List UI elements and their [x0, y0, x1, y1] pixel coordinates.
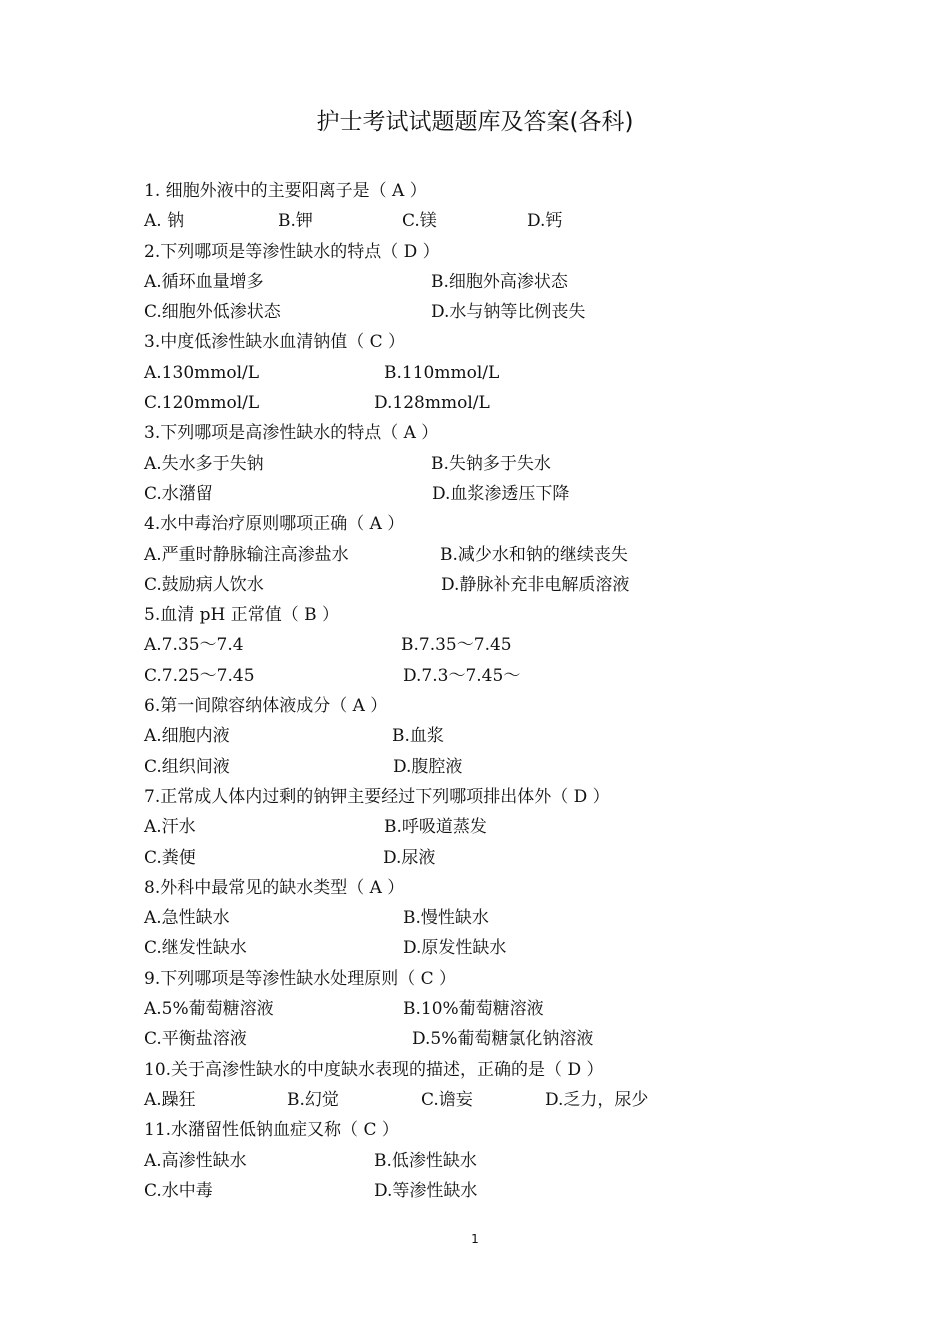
option: C.谵妄 [421, 1089, 473, 1110]
option-row [144, 206, 864, 236]
option: A.躁狂 [144, 1089, 196, 1110]
option: D.等渗性缺水 [374, 1180, 478, 1201]
option: A.失水多于失钠 [144, 453, 264, 474]
question-text: 3.下列哪项是高渗性缺水的特点（ A ） [144, 423, 439, 444]
question-text: 4.水中毒治疗原则哪项正确（ A ） [144, 514, 405, 535]
option-row [144, 297, 864, 327]
question-text: 2.下列哪项是等渗性缺水的特点（ D ） [144, 241, 440, 262]
option: B.110mmol/L [384, 362, 500, 383]
option: B.减少水和钠的继续丧失 [440, 544, 628, 565]
option: A.急性缺水 [144, 908, 230, 929]
option: D.静脉补充非电解质溶液 [441, 574, 630, 595]
option-row [144, 388, 864, 418]
option: D.原发性缺水 [403, 938, 507, 959]
option: C.水中毒 [144, 1180, 213, 1201]
option: A.循环血量增多 [144, 271, 264, 292]
option: B.低渗性缺水 [374, 1150, 477, 1171]
document-title: 护士考试试题题库及答案(各科) [316, 109, 634, 135]
option: C.组织间液 [144, 756, 230, 777]
option-row [144, 358, 864, 388]
option-row [144, 540, 864, 570]
option-row [144, 994, 864, 1024]
option: D.腹腔液 [393, 756, 463, 777]
option: D.水与钠等比例丧失 [431, 302, 586, 323]
option: D.尿液 [383, 847, 436, 868]
option-row [144, 570, 864, 600]
option: D.128mmol/L [374, 393, 490, 414]
option: C.镁 [402, 211, 437, 232]
option-row [144, 267, 864, 297]
option: A.5%葡萄糖溶液 [144, 999, 274, 1020]
option: B.失钠多于失水 [431, 453, 551, 474]
option: C.平衡盐溶液 [144, 1029, 247, 1050]
option-row [144, 479, 864, 509]
question-text: 5.血清 pH 正常值（ B ） [144, 605, 340, 626]
option: C.继发性缺水 [144, 938, 247, 959]
question-text: 7.正常成人体内过剩的钠钾主要经过下列哪项排出体外（ D ） [144, 786, 610, 807]
option: B.幻觉 [287, 1089, 339, 1110]
option: B.慢性缺水 [403, 908, 489, 929]
question-text: 10.关于高渗性缺水的中度缺水表现的描述，正确的是（ D ） [144, 1059, 604, 1080]
question-text: 3.中度低渗性缺水血清钠值（ C ） [144, 332, 406, 353]
option-row [144, 903, 864, 933]
option-row [144, 1146, 864, 1176]
option: C.120mmol/L [144, 393, 260, 414]
option-row [144, 661, 864, 691]
option: D.血浆渗透压下降 [432, 483, 570, 504]
option: C.粪便 [144, 847, 196, 868]
option: C.鼓励病人饮水 [144, 574, 264, 595]
option: B.钾 [278, 211, 313, 232]
option: C.7.25～7.45 [144, 665, 255, 686]
question-text: 9.下列哪项是等渗性缺水处理原则（ C ） [144, 968, 457, 989]
option: C.水潴留 [144, 483, 213, 504]
question-text: 1. 细胞外液中的主要阳离子是（ A ） [144, 181, 427, 201]
option: B.细胞外高渗状态 [431, 271, 568, 292]
option-row [144, 843, 864, 873]
option-row [144, 933, 864, 963]
option: A.细胞内液 [144, 726, 230, 747]
option: A.严重时静脉输注高渗盐水 [144, 544, 349, 565]
option: A.130mmol/L [144, 362, 260, 383]
question-text: 11.水潴留性低钠血症又称（ C ） [144, 1120, 399, 1141]
option: D.7.3～7.45～ [403, 665, 521, 686]
option: B.7.35～7.45 [401, 635, 512, 656]
option: A.7.35～7.4 [144, 635, 244, 656]
question-list [144, 176, 864, 1206]
option: B.呼吸道蒸发 [384, 817, 487, 838]
option: B.血浆 [392, 726, 444, 747]
option-row [144, 449, 864, 479]
question-text: 8.外科中最常见的缺水类型（ A ） [144, 877, 405, 898]
option-row [144, 630, 864, 660]
option: A. 钠 [144, 211, 185, 232]
question-text: 6.第一间隙容纳体液成分（ A ） [144, 696, 388, 717]
option-row [144, 752, 864, 782]
option-row [144, 812, 864, 842]
option: A.汗水 [144, 817, 196, 838]
option: D.钙 [527, 211, 563, 232]
option: C.细胞外低渗状态 [144, 302, 281, 323]
page-number: 1 [471, 1232, 479, 1246]
option: B.10%葡萄糖溶液 [403, 999, 544, 1020]
option-row [144, 721, 864, 751]
option-row [144, 1176, 864, 1206]
option: D.5%葡萄糖氯化钠溶液 [412, 1029, 594, 1050]
option: D.乏力，尿少 [545, 1089, 649, 1110]
option-row [144, 1085, 864, 1115]
option-row [144, 1024, 864, 1054]
option: A.高渗性缺水 [144, 1150, 247, 1171]
